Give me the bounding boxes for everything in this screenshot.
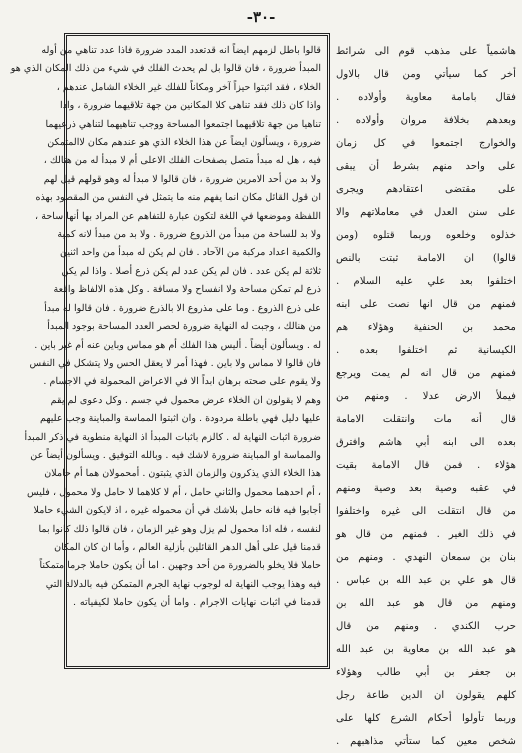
main-text-line: المبدأ ضرورة ، فان قالوا بل لم يحدث الفلك في شيء من ذلك المكان الذي هو bbox=[10, 63, 321, 75]
side-text-line: على سنن العدل في معاملاتهم والا bbox=[336, 207, 516, 218]
main-text-line: هذا الخلاء الذي يذكرون والزمان الذي يثبتون . أمحمولان هما أم حاملان bbox=[44, 468, 321, 480]
main-text-line: واذا كان ذلك فقد تناهى كلا المكانين من جهة تلاقيهما ضرورة ، واذا bbox=[60, 100, 321, 112]
side-text-line: فمنهم من قال انها نصت على ابنه bbox=[336, 299, 516, 310]
side-text-line: فمنهم من قال انه لم يمت ويرجع bbox=[336, 368, 516, 379]
main-text-line: على ذرع الذروع . وما على مذروع الا بالذرع ضرورة . فان قالوا له مبدأ bbox=[44, 302, 321, 314]
side-text-line: قالوا) ان الامامة ثبتت بالنص bbox=[336, 253, 516, 264]
main-text-line: قدمنا في اثبات نهايات الاجرام . واما أن يكون حاملا لكيفياته . bbox=[73, 597, 321, 609]
main-text-line: حاملا فلا يخلو بالضرورة من أحد وجهين . اما أن يكون حاملا جرما متمكناً bbox=[39, 560, 321, 572]
main-text-line: ذرع لم تمكن مساحة ولا انفساح ولا مسافة . وكل هذه الالفاظ واقعة bbox=[53, 284, 321, 296]
main-text-line: تناهيا من جهة تلاقيهما اجتمعوا المساحة ووجب تناهيهما لتناهي ذرعيهما bbox=[45, 118, 321, 130]
main-text-line: والمماسة او المباينة ضرورة لاشك فيه . وبالله التوفيق . ويسألون أيضاً عن bbox=[30, 449, 321, 461]
side-text-line: خذلوه وخلعوه وربما قتلوه (ومن bbox=[336, 230, 516, 241]
side-text-line: على واحد منهم بشرط أن يبقى bbox=[336, 161, 516, 172]
main-text-line: قالوا باطل لزمهم ايضاً انه قدتعدد المدد ضرورة فاذا عدد تناهي من أوله bbox=[41, 45, 321, 56]
main-text-line: فيه ، هل له مبدأ متصل بصفحات الفلك الاعلى أم لا مبدأ له من هنالك ، bbox=[43, 155, 321, 167]
side-text-line: شخص معين كما ستأتي مذاهبهم . bbox=[336, 736, 516, 747]
side-text-line: وربما تأولوا أحكام الشرع كلها على bbox=[336, 713, 516, 724]
page-number: -٣٠- bbox=[246, 8, 276, 26]
main-text-line: ولا بد من أحد الامرين ضرورة ، فان قالوا لا مبدأ له وهو قولهم قيل لهم bbox=[43, 173, 321, 185]
main-text-line: ، أم احدهما محمول والثاني حامل ، أم لا كلاهما لا حامل ولا محمول ، فليس bbox=[27, 486, 321, 498]
main-text-line: وهم لا يقولون ان الخلاء عرض محمول في جسم . وكل دعوى لم يقم bbox=[50, 394, 321, 406]
side-text-line: بعده الى ابنه أبي هاشم وافترق bbox=[336, 437, 516, 448]
side-text-line: هؤلاء . فمن قال الامامة بقيت bbox=[336, 460, 516, 471]
side-text-line: كلهم يقولون ان الدين طاعة رجل bbox=[336, 690, 516, 701]
side-text-line: بنان بن سمعان النهدي . ومنهم من bbox=[336, 552, 516, 563]
side-text-line: على مقتضى اعتقادهم ويجرى bbox=[336, 184, 516, 195]
main-text-line: له . ويسألون أيضاً . أليس هذا الفلك أم هو مماس وباين عنه أم غير باين . bbox=[34, 339, 321, 351]
main-text-line: فان قالوا لا مماس ولا باين . فهذا أمر لا يعقل الحس ولا يتشكل في النفس bbox=[29, 357, 321, 369]
side-text-line: اختلفوا بعد علي عليه السلام . bbox=[336, 276, 516, 287]
main-text-line: الخلاء ، فقد اثبتوا حيزاً آخر ومكاناً للفلك غير الخلاء الشامل عندهم ، bbox=[56, 81, 321, 93]
main-text-line: قدمنا قيل على أهل الدهر القائلين بأزلية العالم ، وأما ان كان المكان bbox=[54, 541, 321, 553]
side-text-line: في عقبه وصية بعد وصية ومنهم bbox=[336, 483, 516, 494]
main-text-line: أجابوا فيه فانه حامل بلاشك في أن محموله غيره ، اذ لايكون الشيء حاملا bbox=[33, 505, 321, 517]
side-text-line: وبعدهم بخلافة مروان وأولاده . bbox=[336, 115, 516, 126]
side-text-line: فيملأ الارض عدلا . ومنهم من bbox=[336, 391, 516, 402]
main-text-line: عليها دليل فهي باطلة مردودة . وان اثبتوا المماسة والمباينة وجب عليهم bbox=[39, 413, 321, 425]
main-text-line: اللفظة وموضعها في اللغة لتكون عبارة للتفاهم عن المراد بها أنها ساحة ، bbox=[35, 210, 321, 222]
main-text-line: ضرورة ، ويسألون ايضاً عن هذا الخلاء الذي هو عندهم مكان لاالمتمكن bbox=[47, 137, 321, 149]
side-text-line: فقال بامامة معاوية وأولاده . bbox=[336, 92, 516, 103]
side-text-line: الكيسانية ثم اختلفوا بعده . bbox=[336, 345, 516, 356]
side-text-line: محمد بن الحنفية وهؤلاء هم bbox=[336, 322, 516, 333]
side-text-line: من قال انتقلت الى غيره واختلفوا bbox=[336, 506, 516, 517]
side-text-line: ومنهم من قال هو عبد الله بن bbox=[336, 598, 516, 609]
side-text-line: والخوارج اجتمعوا في كل زمان bbox=[336, 138, 516, 149]
main-text-line: ان قول القائل مكان انما يفهم منه ما يتمثل في النفس من المقصود بهذه bbox=[35, 192, 321, 204]
main-text-line: من هنالك ، وجبت له النهاية ضرورة لحصر العدد المساحة بوجود المبدأ bbox=[47, 321, 321, 333]
side-text-line: قال أنه مات وانتقلت الامامة bbox=[336, 414, 516, 425]
side-text-line: أخر كما سيأتي ومن قال بالاول bbox=[336, 69, 516, 80]
main-text-frame bbox=[10, 33, 330, 669]
main-text-line: لنفسه ، فله اذا محمول لم يزل وهو غير الزمان ، فان قالوا ذلك كانوا بما bbox=[38, 523, 321, 535]
main-text-line: ضرورة اثبات النهاية له . كالزم باثبات المبدأ اذ النهاية منطوية في ذكر المبدأ bbox=[24, 431, 321, 443]
main-text-line: ثلاثة لم يكن عدد . فان لم يكن عدد لم يكن ذرع أصلا . واذا لم يكن bbox=[61, 265, 321, 277]
side-text-line: قال هو علي بن عبد الله بن عباس . bbox=[336, 575, 516, 586]
side-text-line: في ذلك الغير . فمنهم من قال هو bbox=[336, 529, 516, 540]
main-text-line: فيه وهذا يوجب النهاية له لوجوب نهاية الجرم المتمكن فيه بالدلالة التي bbox=[45, 578, 321, 590]
side-text-column bbox=[336, 40, 516, 747]
main-text-line: ولا بد للساحة من مبدأ من الذروع ضرورة . ولا بد من مبدأ لانه كمية bbox=[57, 229, 321, 241]
side-text-line: حرب الكندي . ومنهم من قال bbox=[336, 621, 516, 632]
side-text-line: هاشمياً على مذهب قوم الى شرائط bbox=[336, 46, 516, 57]
main-text-line: ولا يقوم على صحته برهان ابداً الا في الاعراض المحمولة في الاجسام . bbox=[43, 376, 321, 388]
main-text-line: والكمية اعداد مركبة من الآحاد . فان لم يكن له مبدأ من واحد اثنين bbox=[60, 247, 321, 259]
side-text-line: هو عبد الله بن معاوية بن عبد الله bbox=[336, 644, 516, 655]
side-text-line: بن جعفر بن أبي طالب وهؤلاء bbox=[336, 667, 516, 678]
